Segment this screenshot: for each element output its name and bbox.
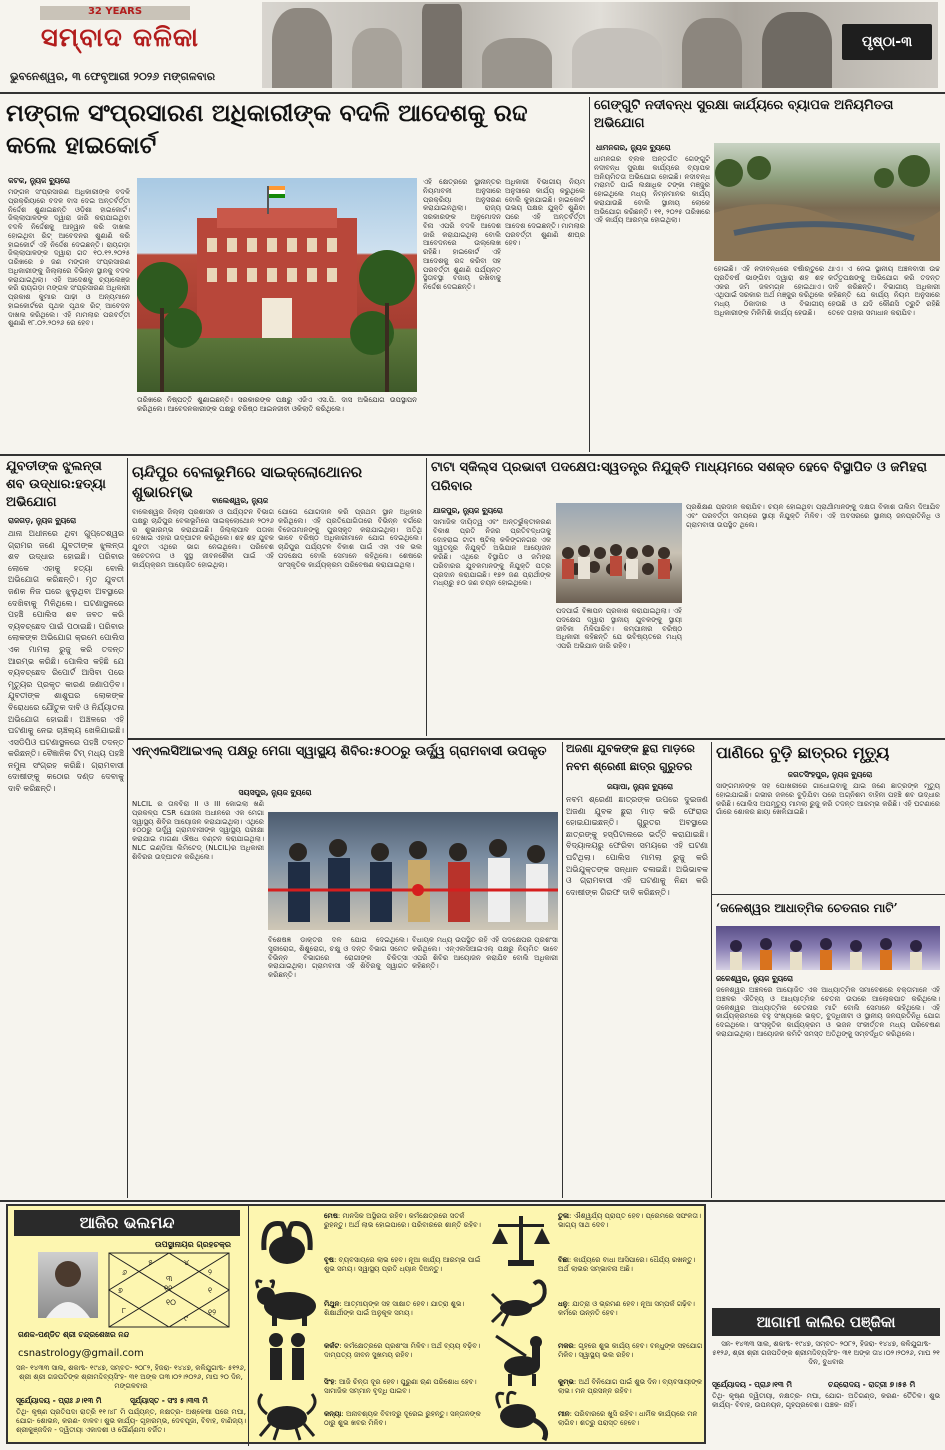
sagittarius-icon bbox=[486, 1326, 556, 1388]
tata-group-photo bbox=[556, 503, 682, 603]
aries-icon bbox=[252, 1210, 322, 1272]
story7-body: ନବମ ଶ୍ରେଣୀ ଛାତ୍ରଙ୍କ ଉପରେ ଦୁଇଜଣ ଅଜଣା ଯୁବକ ଛୁରା ମାଡ଼ କରି ଫେରାର ହୋଇଯାଇଛନ୍ତି। ଗୁରୁତର ଅବସ୍ଥାରେ ଛାତ୍ରଙ୍କୁ ହସ୍ପିଟାଲରେ ଭର୍ତ୍ତି କରାଯାଇଛି। ବିଦ୍ୟାଳୟରୁ ଫେରିବା ସମୟରେ ଏହି ଘଟଣା ଘଟିଥିଲା। ପୋଲିସ ମାମଲା ରୁଜୁ କରି ଅଭିଯୁକ୍ତଙ୍କ ସନ୍ଧାନ ଚଳାଇଛି। ଅଭିଭାବକ ଓ ଗ୍ରାମବାସୀ ଏହି ଘଟଣାକୁ ନିନ୍ଦା କରି ଦୋଷୀଙ୍କ ଗିରଫ ଦାବି କରିଛନ୍ତି। bbox=[566, 795, 708, 897]
story1-caption: ତାରିଖରେ ନିଷ୍ପତ୍ତି ଶୁଣାଇଛନ୍ତି। ସରକାରଙ୍କ ପକ୍ଷରୁ ଏଜିଏ ଏସ.ପି. ଦାସ ଅଭିଯୋଗ ଉପସ୍ଥାପନ କରିଥିଲେ। ଆବେଦନକାରୀଙ୍କ ପକ୍ଷରୁ ବରିଷ୍ଠ ଆଇନଜୀବୀ ଓକିଲାତି କରିଥିଲେ। bbox=[137, 396, 417, 413]
chart-cell: ୬ bbox=[122, 1268, 128, 1277]
panji-sunrise: ସୂର୍ଯ୍ୟୋଦୟ - ପ୍ରା୬।୧୩ ମି bbox=[712, 1380, 792, 1389]
sign-text: ଗୃହରେ ଶୁଭ କାର୍ଯ୍ୟ ହେବ। ବନ୍ଧୁଙ୍କ ସହଯୋଗ ମିଳିବ। ସ୍ୱାସ୍ଥ୍ୟ ଭଲ ରହିବ। bbox=[558, 1342, 703, 1359]
chart-cell: ୮ bbox=[122, 1306, 127, 1315]
embankment-photo bbox=[714, 143, 940, 261]
horoscope-chart bbox=[108, 1252, 230, 1328]
sign-text: କର୍ମକ୍ଷେତ୍ରରେ ପ୍ରଶଂସା ମିଳିବ। ଅର୍ଥ ବ୍ୟୟ ବଢ଼ିବ। ଦାମ୍ପତ୍ୟ ଜୀବନ ସୁଖମୟ ରହିବ। bbox=[324, 1342, 481, 1359]
sign-gemini: ମିଥୁନ: ଆତ୍ମୀୟଙ୍କ ସହ ସାକ୍ଷାତ ହେବ। ଯାତ୍ରା ଶୁଭ। ଶିକ୍ଷାର୍ଥୀଙ୍କ ପାଇଁ ଅନୁକୂଳ ସମୟ। bbox=[324, 1300, 465, 1317]
chart-cell: ୧୦ bbox=[166, 1298, 176, 1307]
sign-text: ଆତ୍ମୀୟଙ୍କ ସହ ସାକ୍ଷାତ ହେବ। ଯାତ୍ରା ଶୁଭ। ଶିକ୍ଷାର୍ଥୀଙ୍କ ପାଇଁ ଅନୁକୂଳ ସମୟ। bbox=[324, 1300, 465, 1317]
chart-cell: ୧ bbox=[208, 1286, 213, 1295]
story4-headline: ଚାନ୍ଦିପୁର ବେଳାଭୂମିରେ ସାଇକ୍ଲୋଥୋନର ଶୁଭାରମ୍ଭ bbox=[132, 463, 363, 501]
libra-icon bbox=[486, 1210, 556, 1272]
sign-name: ମିଥୁନ bbox=[324, 1300, 340, 1308]
chart-cell: ୨ bbox=[208, 1268, 212, 1277]
sign-name: ତୁଳା bbox=[558, 1212, 569, 1220]
sign-name: ବିଛା bbox=[558, 1256, 569, 1264]
story7-byline: ଜୟାପା, ନ୍ୟୁଜ ବ୍ୟୁରୋ bbox=[606, 782, 674, 791]
sign-taurus: ବୃଷ: ବ୍ୟବସାୟରେ ଲାଭ ହେବ। ନୂଆ କାର୍ଯ୍ୟ ଆରମ୍ଭ ପାଇଁ ଶୁଭ ସମୟ। ସ୍ୱାସ୍ଥ୍ୟ ପ୍ରତି ଧ୍ୟାନ ଦିଅନ୍ତୁ। bbox=[324, 1256, 481, 1273]
story6-byline: ସୟସପୁର, ନ୍ୟୁଜ ବ୍ୟୁରୋ bbox=[238, 788, 312, 797]
high-court-photo bbox=[137, 178, 417, 392]
story2-byline: ଧାମନଗର, ନ୍ୟୁଜ ବ୍ୟୁରୋ bbox=[596, 143, 671, 152]
sign-aries: ମେଷ: ମାନସିକ ଅସ୍ଥିରତା ରହିବ। କର୍ମକ୍ଷେତ୍ରରେ ସତର୍କ ରୁହନ୍ତୁ। ଅର୍ଥ ଲାଭ ହୋଇପାରେ। ପରିବାରରେ ଶାନ୍ତି ରହିବ। bbox=[324, 1212, 481, 1229]
story6-col3: ବିଧାୟକ ମଧ୍ୟ ଉପସ୍ଥିତ ରହି ଏହି ପଦକ୍ଷେପର ପ୍ରଶଂସା କରିଥିଲେ। ଏନ୍‌ଏଲସିଆଇଏଲ୍ ପକ୍ଷରୁ ନିୟମିତ ଭାବେ ଏପରି ଶିବିର ଆୟୋଜନ କରାଯିବ ବୋଲି ଅଧିକାରୀ କହିଛନ୍ତି। bbox=[412, 936, 558, 971]
sign-aquarius: କୁମ୍ଭ: ଅର୍ଥ ବିନିଯୋଗ ପାଇଁ ଶୁଭ ଦିନ। ବ୍ୟବସାୟୀଙ୍କ ଲାଭ। ମନ ପ୍ରସନ୍ନ ରହିବ। bbox=[558, 1378, 703, 1395]
scorpio-icon bbox=[486, 1268, 556, 1330]
story4-col2: ଯୋଗେ ଯୋଗଦାନ କରି ପ୍ରଥମ ସ୍ଥାନ ଅଧିକାର କରିଥିଲେ। ଏହି ପ୍ରତିଯୋଗିତାରେ ବିଭିନ୍ନ ବର୍ଗରେ ବିଜେତାମାନଙ୍କୁ ପୁରସ୍କୃତ କରାଯାଇଥିଲା। ଅତିଥି ଭାବେ ବରିଷ୍ଠ ଅଧିକାରୀମାନେ ଯୋଗ ଦେଇଥିଲେ। ଚାନ୍ଦିପୁର ପର୍ଯ୍ୟଟନ ବିକାଶ ପାଇଁ ଏହା ଏକ ଭଲ ପଦକ୍ଷେପ ବୋଲି ସେମାନେ କହିଥିଲେ। ଶେଷରେ ସାଂସ୍କୃତିକ କାର୍ଯ୍ୟକ୍ରମ ପରିବେଷଣ କରାଯାଇଥିଲା। bbox=[278, 508, 422, 569]
story6-col1: NLCIL ର ତାଳବିରା II ଓ III କୋଇଲା ଖଣି ପ୍ରକଳ୍ପ CSR ଯୋଜନା ଅଧୀନରେ ଏକ ମେଗା ସ୍ୱାସ୍ଥ୍ୟ ଶିବିର ଆୟୋଜନ କରାଯାଇଥିଲା। ଏଥିରେ ୫୦୦ରୁ ଊର୍ଦ୍ଧ୍ୱ ଗ୍ରାମବାସୀଙ୍କ ସ୍ୱାସ୍ଥ୍ୟ ପରୀକ୍ଷା କରାଯାଇ ମାଗଣା ଔଷଧ ବଣ୍ଟନ କରାଯାଇଥିଲା। NLC ଇଣ୍ଡିଆ ଲିମିଟେଡ୍ (NLCIL)ର ଅଧିକାରୀ ଶିବିରର ଉଦ୍‌ଘାଟନ କରିଥିଲେ। bbox=[132, 800, 264, 861]
chart-cell: ୭ bbox=[118, 1286, 123, 1295]
cancer-icon bbox=[252, 1384, 322, 1446]
sign-text: ଅର୍ଥ ବିନିଯୋଗ ପାଇଁ ଶୁଭ ଦିନ। ବ୍ୟବସାୟୀଙ୍କ ଲାଭ। ମନ ପ୍ରସନ୍ନ ରହିବ। bbox=[558, 1378, 703, 1395]
today-sunset: ସୂର୍ଯ୍ୟାସ୍ତ - ସଂଃ ୫।୩୩ ମି bbox=[130, 1396, 208, 1405]
panji-moonrise: ଚନ୍ଦ୍ରୋଦୟ - ରାତ୍ରୀ ୭।୫୫ ମି bbox=[828, 1380, 916, 1389]
group-illustration bbox=[556, 503, 682, 603]
sign-name: ମୀନ bbox=[558, 1410, 570, 1418]
sign-name: ମେଷ bbox=[324, 1212, 338, 1220]
sign-libra: ତୁଳା: ଐଶ୍ୱର୍ଯ୍ୟ ପ୍ରାପ୍ତ ହେବ। ପ୍ରେମରେ ସଫଳତା। ଭାଗ୍ୟ ସାଥ ଦେବ। bbox=[558, 1212, 702, 1229]
sign-text: ଅନାବଶ୍ୟକ ବିବାଦରୁ ଦୂରେଇ ରୁହନ୍ତୁ। ସନ୍ତାନଙ୍କ ଠାରୁ ଶୁଭ ଖବର ମିଳିବ। bbox=[324, 1410, 481, 1427]
health-camp-photo bbox=[268, 812, 558, 930]
jaleswar-event-photo bbox=[716, 926, 940, 970]
story1-col4: ଅଧିକାରୀ ବିଭାଗୀୟ ନିୟମ ଅନୁସାରେ କାର୍ଯ୍ୟ କରୁଥିଲେ ବୋଲି କୁହାଯାଇଛି। ହାଇକୋର୍ଟ ଉଭୟ ପକ୍ଷର ଯୁକ୍ତି ଶୁଣିବା ପରେ ଏହି ଅନ୍ତର୍ବର୍ତ୍ତୀ ଆଦେଶ ଦେଇଛନ୍ତି। ମାମଲାର ପରବର୍ତ୍ତୀ ଶୁଣାଣି ଶୀଘ୍ର ହେବ। bbox=[505, 178, 585, 248]
story5-col2: ପଦପାଇଁ ବିଜ୍ଞାପନ ପ୍ରକାଶ କରାଯାଇଥିଲା। ଏହି ପଦକ୍ଷେପ ଦ୍ୱାରା ସ୍ଥାନୀୟ ଯୁବକଙ୍କୁ ସ୍ଥାୟୀ ଜୀବିକା ମିଳିପାରିବ। କମ୍ପାନୀର ବରିଷ୍ଠ ଅଧିକାରୀ କହିଛନ୍ତି ଯେ ଭବିଷ୍ୟତରେ ମଧ୍ୟ ଏପରି ଅଭିଯାନ ଜାରି ରହିବ। bbox=[556, 607, 682, 650]
court-building-illustration bbox=[137, 178, 417, 392]
horoscope-box bbox=[6, 1204, 706, 1444]
sign-text: ପରିବାରରେ ଖୁସି ରହିବ। ଧାର୍ମିକ କାର୍ଯ୍ୟରେ ମନ ଲାଗିବ। ଶତ୍ରୁ ପରାସ୍ତ ହେବେ। bbox=[558, 1410, 698, 1427]
masthead bbox=[0, 0, 945, 92]
chart-cell: ୯ bbox=[184, 1314, 188, 1323]
taurus-icon bbox=[252, 1268, 322, 1330]
today-panji-text: ସନ- ୧୪୩୩ ସାଲ, ଶକାବ୍ଦ- ୧୯୪୭, ସମ୍ବତ- ୨୦୮୨, ହିଜରା- ୧୪୪୭, କଳିଯୁଗାବ୍ଦ- ୫୧୨୬, ଶ୍ରୀ ଶ୍ରୀ ଗଜପତିଙ୍କ ଶ୍ରୀମଦ୍ଦିବ୍ୟସିଂହ- ୩୧ ଅଙ୍କ ତା୩।୦୨।୨୦୨୬, ମାଘ ୨୦ ଦିନ, ମଙ୍ଗଳବାର bbox=[16, 1364, 246, 1390]
panji-text: ସନ- ୧୪୩୩ ସାଲ, ଶକାବ୍ଦ- ୧୯୪୭, ସମ୍ବତ- ୨୦୮୨, ହିଜରା- ୧୪୪୭, କଳିଯୁଗାବ୍ଦ- ୫୧୨୬, ଶ୍ରୀ ଶ୍ରୀ ଗଜପତିଙ୍କ ଶ୍ରୀମଦ୍ଦିବ୍ୟସିଂହ- ୩୧ ଅଙ୍କ ତା୪।୦୨।୨୦୨୬, ମାଘ ୨୧ ଦିନ, ବୁଧବାର bbox=[712, 1340, 940, 1366]
story4-col1: ବାଲେଶ୍ୱର ଜିଲ୍ଲା ପ୍ରଶାସନ ଓ ପର୍ଯ୍ୟଟନ ବିଭାଗ ପକ୍ଷରୁ ଚାନ୍ଦିପୁର ବେଳାଭୂମିରେ ସାଇକ୍ଲୋଥୋନ ୨୦୨୬ ର ଶୁଭାରମ୍ଭ କରାଯାଇଛି। ଜିଲ୍ଲାପାଳ ପତାକା ଦେଖାଇ ଏହାର ଉଦ୍‌ଘାଟନ କରିଥିଲେ। ଶହ ଶହ ଯୁବକ ଯୁବତୀ ଏଥିରେ ଭାଗ ନେଇଥିଲେ। ପରିବେଶ ସଚେତନତା ଓ ସୁସ୍ଥ ଜୀବନଶୈଳୀ ପାଇଁ ଏହି କାର୍ଯ୍ୟକ୍ରମ ଆୟୋଜିତ ହୋଇଥିଲା। bbox=[132, 508, 274, 569]
story2-col2: ହୋଇଛି। ଏହି ନଦୀବନ୍ଧରେ ବର୍ଷାଋତୁରେ ପ୍ରତିବର୍ଷ ଭାଙ୍ଗିବା ଦ୍ୱାରା ଶହ ଶହ ଏକର ଜମି ଜଳମଗ୍ନ ହୋଇଥାଏ। ଏଥିପାଇଁ ସରକାର ଅର୍ଥ ମଞ୍ଜୁର କରିଥିଲେ ମଧ୍ୟ ଠିକାଦାର ଓ ବିଭାଗୀୟ ଅଧିକାରୀଙ୍କ ମିଳିମିଶି କାର୍ଯ୍ୟ ହେଉଛି। bbox=[714, 265, 824, 317]
sign-name: ମକର bbox=[558, 1342, 574, 1350]
astrologer-name: ଗଣକ-ପଣ୍ଡିତ ଶ୍ରୀ ଚନ୍ଦ୍ରଶେଖର ନନ୍ଦ bbox=[18, 1330, 130, 1339]
story3-byline: ରାଜଗଡ଼, ନ୍ୟୁଜ ବ୍ୟୁରୋ bbox=[8, 516, 77, 525]
story6-headline: ଏନ୍‌ଏଲସିଆଇଏଲ୍ ପକ୍ଷରୁ ମେଗା ସ୍ୱାସ୍ଥ୍ୟ ଶିବିର:୫୦୦ରୁ ଊର୍ଦ୍ଧ୍ୱ ଗ୍ରାମବାସୀ ଉପକୃତ bbox=[132, 744, 547, 759]
sign-sagittarius: ଧନୁ: ଯାତ୍ରା ଓ ଭ୍ରମଣ ହେବ। ନୂଆ ସମ୍ପର୍କ ଗଢ଼ିବ। କର୍ମରେ ଉନ୍ନତି ହେବ। bbox=[558, 1300, 695, 1317]
story9-byline: ଜଳେଶ୍ୱର, ନ୍ୟୁଜ ବ୍ୟୁରୋ bbox=[716, 974, 793, 983]
horoscope-title: ଆଜିର ଭଲମନ୍ଦ bbox=[14, 1210, 240, 1236]
sign-name: ଧନୁ bbox=[558, 1300, 568, 1308]
story5-headline: ଟାଟା ସ୍କିଲ୍ସ ପ୍ରଭାବୀ ପଦକ୍ଷେପ:ସ୍ୱତନ୍ତ୍ର ନିଯୁକ୍ତି ମାଧ୍ୟମରେ ସଶକ୍ତ ହେବେ ବିସ୍ଥାପିତ ଓ ଜମିହରା ପରିବାର bbox=[431, 460, 927, 494]
sign-name: ସିଂହ bbox=[324, 1378, 335, 1386]
sign-text: ଐଶ୍ୱର୍ଯ୍ୟ ପ୍ରାପ୍ତ ହେବ। ପ୍ରେମରେ ସଫଳତା। ଭାଗ୍ୟ ସାଥ ଦେବ। bbox=[558, 1212, 702, 1229]
sign-text: ଯାତ୍ରା ଓ ଭ୍ରମଣ ହେବ। ନୂଆ ସମ୍ପର୍କ ଗଢ଼ିବ। କର୍ମରେ ଉନ୍ନତି ହେବ। bbox=[558, 1300, 695, 1317]
sign-virgo: କନ୍ୟା: ଅନାବଶ୍ୟକ ବିବାଦରୁ ଦୂରେଇ ରୁହନ୍ତୁ। ସନ୍ତାନଙ୍କ ଠାରୁ ଶୁଭ ଖବର ମିଳିବ। bbox=[324, 1410, 481, 1427]
page-number-badge: ପୃଷ୍ଠା-୩ bbox=[842, 24, 932, 60]
panji-title: ଆଗାମୀ କାଲିର ପଞ୍ଜିକା bbox=[712, 1308, 940, 1336]
stage-illustration bbox=[716, 926, 940, 970]
story3-headline: ଯୁବତୀଙ୍କ ଝୁଲନ୍ତା ଶବ ଉଦ୍ଧାର:ହତ୍ୟା ଅଭିଯୋଗ bbox=[6, 459, 106, 510]
sign-name: କର୍କଟ bbox=[324, 1342, 340, 1350]
chart-cell: ୧୨ bbox=[208, 1308, 217, 1317]
today-panji-detail: ତିଥି- କୃଷ୍ଣ ପ୍ରତିପଦା ରାତ୍ରି ୧୧।୪୮ ମି ପର୍ଯ୍ୟନ୍ତ, ନକ୍ଷତ୍ର- ଅଶ୍ଳେଷା ପରେ ମଘା, ଯୋଗ- ଶୋଭନ, କରଣ- ବାଳବ। ଶୁଭ କାର୍ଯ୍ୟ- ଗୃହାରମ୍ଭ, ଦେବପୂଜା, ବିବାହ, ବାଣିଜ୍ୟ। ଶ୍ରୀକୁଞ୍ଜଦିନ - ଦ୍ୱିତୀୟା ଏକାଦଶୀ ଓ ପୌର୍ଣ୍ଣମୀ ବର୍ଜିତ। bbox=[16, 1408, 246, 1434]
sign-text: ଆଜି ଚିନ୍ତା ଦୂର ହେବ। ପୁରୁଣା ଋଣ ପରିଶୋଧ ହେବ। ସାମାଜିକ ସମ୍ମାନ ବୃଦ୍ଧି ପାଇବ। bbox=[324, 1378, 477, 1395]
dateline: ଭୁବନେଶ୍ୱର, ୩ ଫେବୃଆରୀ ୨୦୨୬ ମଙ୍ଗଳବାର bbox=[10, 70, 216, 83]
embankment-illustration bbox=[714, 143, 940, 261]
sign-scorpio: ବିଛା: କାର୍ଯ୍ୟରେ ବାଧା ଆସିପାରେ। ଧୈର୍ଯ୍ୟ ରଖନ୍ତୁ। ଅର୍ଥ ଲାଭର ସମ୍ଭାବନା ଅଛି। bbox=[558, 1256, 696, 1273]
story1-col3: ଏହି କ୍ଷେତ୍ରରେ ସ୍ଥାନାନ୍ତର ନିୟମାବଳୀ ଅନୁସାରେ ପ୍ରକ୍ରିୟା ଅନୁସରଣ କରାଯାଇନଥିଲା। ରାଜ୍ୟ ସରକାରଙ୍କ ଅନୁମୋଦନ ବିନା ଏପରି ବଦଳି ଆଦେଶ ଜାରି କରାଯାଇଥିଲା ବୋଲି ଆବେଦନରେ ଉଲ୍ଲେଖ ରହିଛି। ହାଇକୋର୍ଟ ଏହି ଆଦେଶକୁ ରଦ୍ଦ କରିବା ସହ ପରବର୍ତ୍ତୀ ଶୁଣାଣି ପର୍ଯ୍ୟନ୍ତ ସ୍ଥିତାବସ୍ଥା ବଜାୟ ରଖିବାକୁ ନିର୍ଦ୍ଦେଶ ଦେଇଛନ୍ତି। bbox=[423, 178, 501, 291]
story8-byline: ଜଗତସିଂହପୁର, ନ୍ୟୁଜ ବ୍ୟୁରୋ bbox=[787, 770, 873, 779]
story4-byline: ବାଲେଶ୍ୱର, ନ୍ୟୁଜ bbox=[211, 496, 269, 505]
sign-leo: ସିଂହ: ଆଜି ଚିନ୍ତା ଦୂର ହେବ। ପୁରୁଣା ଋଣ ପରିଶୋଧ ହେବ। ସାମାଜିକ ସମ୍ମାନ ବୃଦ୍ଧି ପାଇବ। bbox=[324, 1378, 477, 1395]
sign-capricorn: ମକର: ଗୃହରେ ଶୁଭ କାର୍ଯ୍ୟ ହେବ। ବନ୍ଧୁଙ୍କ ସହଯୋଗ ମିଳିବ। ସ୍ୱାସ୍ଥ୍ୟ ଭଲ ରହିବ। bbox=[558, 1342, 703, 1359]
story5-col1: ସାମାଜିକ ଦାୟିତ୍ୱ ଏବଂ ଅନ୍ତର୍ଭୁକ୍ତୀକରଣ ବିକାଶ ପ୍ରତି ନିଜର ପ୍ରତିବଦ୍ଧତାକୁ ଦୋହରାଇ ଟାଟା ଷ୍ଟିଲ୍ କଳିଙ୍ଗନଗର ଏକ ସ୍ୱତନ୍ତ୍ର ନିଯୁକ୍ତି ଅଭିଯାନ ଆୟୋଜନ କରିଛି। ଏଥିରେ ବିସ୍ଥାପିତ ଓ ଜମିହରା ପରିବାରର ଯୁବକମାନଙ୍କୁ ନିଯୁକ୍ତି ପତ୍ର ପ୍ରଦାନ କରାଯାଇଛି। ୧୭୨ ଜଣ ପ୍ରାର୍ଥୀଙ୍କ ମଧ୍ୟରୁ ୫୦ ଜଣ ଚୟନ ହୋଇଥିଲେ। bbox=[433, 518, 551, 588]
story1-col1: ମଙ୍ଗଳ ସଂପ୍ରସାରଣ ଅଧିକାରୀଙ୍କ ବଦଳି ପ୍ରକ୍ରିୟାରେ ବଦଳ ବାସ ଦେଇ ଅନ୍ତର୍ବର୍ତ୍ତୀ ନିର୍ଦ୍ଦେଶ ଶୁଣାଇଛନ୍ତି ଓଡ଼ିଶା ହାଇକୋର୍ଟ। ଜିଲ୍ଲାପାଳଙ୍କ ଦ୍ୱାରା ଜାରି କରାଯାଇଥିବା ବଦଳି ନିର୍ଦ୍ଦେଶକୁ ଆହ୍ୱାନ କରି ଦାଖଲ ହୋଇଥିବା ରିଟ୍ ଆବେଦନର ଶୁଣାଣି କରି ହାଇକୋର୍ଟ ଏହି ନିର୍ଦ୍ଦେଶ ଦେଇଛନ୍ତି। ରାୟଗଡ଼ା ଜିଲ୍ଲାପାଳଙ୍କ ଦ୍ୱାରା ଗତ ୧୦.୧୨.୨୦୨୫ ତାରିଖରେ ୭ ଜଣ ମଙ୍ଗଳ ସଂପ୍ରସାରଣ ଅଧିକାରୀଙ୍କୁ ଜିଲ୍ଲାରେ ବିଭିନ୍ନ ସ୍ଥାନକୁ ବଦଳ କରାଯାଇଥିଲା। ଏହି ଆଦେଶକୁ ଚ୍ୟାଲେଞ୍ଜ କରି ରାୟଗଡ଼ା ମଙ୍ଗଳ ସଂପ୍ରସାରଣ ଅଧିକାରୀ ପ୍ରକାଶ କୁମାର ପାଢ଼ୀ ଓ ଅନ୍ୟମାନେ ହାଇକୋର୍ଟରେ ପୃଥକ ପୃଥକ ରିଟ୍ ଆବେଦନ ଦାଖଲ କରିଥିଲେ। ଏହି ମାମଲାର ପରବର୍ତ୍ତୀ ଶୁଣାଣି ୧୮.୦୨.୨୦୨୬ ରେ ହେବ। bbox=[8, 188, 130, 328]
story9-headline: ‘ଜଳେଶ୍ୱର ଆଧାତ୍ମିକ ଚେତନାର ମାଟି’ bbox=[716, 901, 898, 915]
story8-headline: ପାଣିରେ ବୁଡ଼ି ଛାତ୍ରର ମୃତ୍ୟୁ bbox=[716, 743, 890, 762]
story1-headline: ମଙ୍ଗଳ ସଂପ୍ରସାରଣ ଅଧିକାରୀଙ୍କ ବଦଳି ଆଦେଶକୁ ରଦ୍ଦ କଲେ ହାଇକୋର୍ଟ bbox=[6, 98, 528, 159]
story2-col3: ଥାଏ। ଏ ନେଇ ସ୍ଥାନୀୟ ଅଞ୍ଚଳବାସୀ ଉଚ୍ଚ କର୍ତ୍ତୃପକ୍ଷଙ୍କୁ ଅଭିଯୋଗ କରି ତଦନ୍ତ ଦାବି କରିଛନ୍ତି। ବିଭାଗୀୟ ଅଧିକାରୀ କହିଛନ୍ତି ଯେ କାର୍ଯ୍ୟ ନିୟମ ଅନୁସାରେ ହେଉଛି ଓ ଯଦି କୌଣସି ତ୍ରୁଟି ରହିଛି ତେବେ ତାହାର ସମାଧାନ କରାଯିବ। bbox=[828, 265, 940, 317]
today-sunrise: ସୂର୍ଯ୍ୟୋଦୟ - ପ୍ରାଃ ୬।୧୩ ମି bbox=[16, 1396, 102, 1405]
sign-text: କାର୍ଯ୍ୟରେ ବାଧା ଆସିପାରେ। ଧୈର୍ଯ୍ୟ ରଖନ୍ତୁ। ଅର୍ଥ ଲାଭର ସମ୍ଭାବନା ଅଛି। bbox=[558, 1256, 696, 1273]
ribbon-cutting-illustration bbox=[268, 812, 558, 930]
sign-text: ବ୍ୟବସାୟରେ ଲାଭ ହେବ। ନୂଆ କାର୍ଯ୍ୟ ଆରମ୍ଭ ପାଇଁ ଶୁଭ ସମୟ। ସ୍ୱାସ୍ଥ୍ୟ ପ୍ରତି ଧ୍ୟାନ ଦିଅନ୍ତୁ। bbox=[324, 1256, 481, 1273]
story3-body: ଥାନା ଅଧୀନରେ ଥିବା ଗୁପ୍ତେଶ୍ୱର ଗ୍ରାମର ଜଣେ ଯୁବତୀଙ୍କ ଝୁଲନ୍ତା ଶବ ଉଦ୍ଧାର ହୋଇଛି। ପରିବାର ଲୋକେ ଏହାକୁ ହତ୍ୟା ବୋଲି ଅଭିଯୋଗ କରିଛନ୍ତି। ମୃତ ଯୁବତୀ ଜଣକ ନିଜ ଘରେ ଝୁଲୁଥିବା ଅବସ୍ଥାରେ ଦେଖିବାକୁ ମିଳିଥିଲେ। ଘଟଣାସ୍ଥଳରେ ପହଞ୍ଚି ପୋଲିସ ଶବ ଜବତ କରି ବ୍ୟବଚ୍ଛେଦ ପାଇଁ ପଠାଇଛି। ପରିବାର ଲୋକଙ୍କ ଅଭିଯୋଗ କ୍ରମେ ପୋଲିସ ଏକ ମାମଲା ରୁଜୁ କରି ତଦନ୍ତ ଆରମ୍ଭ କରିଛି। ପୋଲିସ କହିଛି ଯେ ବ୍ୟବଚ୍ଛେଦ ରିପୋର୍ଟ ଆସିବା ପରେ ମୃତ୍ୟୁର ପ୍ରକୃତ କାରଣ ଜଣାପଡ଼ିବ। ଯୁବତୀଙ୍କ ଶାଶୁଘର ଲୋକଙ୍କ ବିରୋଧରେ ଯୌତୁକ ଦାବି ଓ ନିର୍ଯ୍ୟାତନା ଅଭିଯୋଗ ହୋଇଛି। ଅଞ୍ଚଳରେ ଏହି ଘଟଣାକୁ ନେଇ ଚାଞ୍ଚଲ୍ୟ ଖେଳିଯାଇଛି। ଏସଡିପିଓ ଘଟଣାସ୍ଥଳରେ ପହଞ୍ଚି ତଦନ୍ତ କରିଛନ୍ତି। ବୈଜ୍ଞାନିକ ଟିମ୍ ମଧ୍ୟ ପହଞ୍ଚି ନମୁନା ସଂଗ୍ରହ କରିଛି। ଗ୍ରାମବାସୀ ଦୋଷୀଙ୍କୁ କଠୋର ଦଣ୍ଡ ଦେବାକୁ ଦାବି କରିଛନ୍ତି। bbox=[8, 529, 124, 794]
chart-cell: ୧୧ bbox=[164, 1284, 173, 1293]
story9-body: ଜଳେଶ୍ୱର ଅଞ୍ଚଳରେ ଆୟୋଜିତ ଏକ ଆଧ୍ୟାତ୍ମିକ ସମାବେଶରେ ବକ୍ତାମାନେ ଏହି ଅଞ୍ଚଳର ଐତିହ୍ୟ ଓ ଆଧ୍ୟାତ୍ମିକ ଚେତନା ଉପରେ ଆଲୋକପାତ କରିଥିଲେ। ଜଳେଶ୍ୱର ଆଧ୍ୟାତ୍ମିକ ଚେତନାର ମାଟି ବୋଲି ସେମାନେ କହିଥିଲେ। ଏହି କାର୍ଯ୍ୟକ୍ରମରେ ବହୁ ସଂଖ୍ୟାରେ ଭକ୍ତ, ବୁଦ୍ଧିଜୀବୀ ଓ ସ୍ଥାନୀୟ ଜନପ୍ରତିନିଧି ଯୋଗ ଦେଇଥିଲେ। ସାଂସ୍କୃତିକ କାର୍ଯ୍ୟକ୍ରମ ଓ ଭଜନ ସଂକୀର୍ତ୍ତନ ମଧ୍ୟ ପରିବେଷଣ କରାଯାଇଥିଲା। ଆୟୋଜକ କମିଟି ସମସ୍ତ ଅତିଥିଙ୍କୁ ସମ୍ବର୍ଦ୍ଧିତ କରିଥିଲେ। bbox=[716, 986, 940, 1038]
panji-detail: ତିଥି- କୃଷ୍ଣ ଦ୍ୱିତୀୟା, ନକ୍ଷତ୍ର- ମଘା, ଯୋଗ- ଅତିଗଣ୍ଡ, କରଣ- ତୈତିଳ। ଶୁଭ କାର୍ଯ୍ୟ- ବିବାହ, ଉପନୟନ, ଗୃହପ୍ରବେଶ। ପଞ୍ଚକ- ନାହିଁ। bbox=[712, 1392, 940, 1409]
sign-cancer: କର୍କଟ: କର୍ମକ୍ଷେତ୍ରରେ ପ୍ରଶଂସା ମିଳିବ। ଅର୍ଥ ବ୍ୟୟ ବଢ଼ିବ। ଦାମ୍ପତ୍ୟ ଜୀବନ ସୁଖମୟ ରହିବ। bbox=[324, 1342, 481, 1359]
chart-cell: ୪ bbox=[184, 1258, 190, 1267]
astrologer-photo bbox=[38, 1252, 98, 1318]
gemini-icon bbox=[252, 1326, 322, 1388]
sign-name: କନ୍ୟା bbox=[324, 1410, 342, 1418]
sign-pisces: ମୀନ: ପରିବାରରେ ଖୁସି ରହିବ। ଧାର୍ମିକ କାର୍ଯ୍ୟରେ ମନ ଲାଗିବ। ଶତ୍ରୁ ପରାସ୍ତ ହେବେ। bbox=[558, 1410, 698, 1427]
chart-cell: ୫ bbox=[148, 1258, 153, 1267]
story7-headline-line2: ନବମ ଶ୍ରେଣୀ ଛାତ୍ର ଗୁରୁତର bbox=[566, 760, 693, 773]
story1-byline: କଟକ, ନ୍ୟୁଜ ବ୍ୟୁରୋ bbox=[8, 176, 70, 185]
sign-text: ମାନସିକ ଅସ୍ଥିରତା ରହିବ। କର୍ମକ୍ଷେତ୍ରରେ ସତର୍କ ରୁହନ୍ତୁ। ଅର୍ଥ ଲାଭ ହୋଇପାରେ। ପରିବାରରେ ଶାନ୍ତି ରହିବ। bbox=[324, 1212, 481, 1229]
story8-body: ସାଙ୍ଗମାନଙ୍କ ସହ ପୋଖରୀରେ ଗାଧୋଇବାକୁ ଯାଇ ଜଣେ ଛାତ୍ରଙ୍କ ମୃତ୍ୟୁ ହୋଇଯାଇଛି। ଗଭୀର ଜଳରେ ବୁଡ଼ିଯିବା ପରେ ଅଗ୍ନିଶମ ବାହିନୀ ପହଞ୍ଚି ଶବ ଉଦ୍ଧାର କରିଛି। ପୋଲିସ ଅପମୃତ୍ୟୁ ମାମଲା ରୁଜୁ କରି ତଦନ୍ତ ଆରମ୍ଭ କରିଛି। ଏହି ଘଟଣାରେ ଗାଁରେ ଶୋକର ଛାୟା ଖେଳିଯାଇଛି। bbox=[716, 782, 940, 817]
sign-name: ବୃଷ bbox=[324, 1256, 334, 1264]
years-badge: 32 YEARS bbox=[40, 6, 190, 20]
story5-byline: ଯାଜପୁର, ନ୍ୟୁଜ ବ୍ୟୁରୋ bbox=[433, 506, 503, 515]
astrologer-email: csnastrology@gmail.com bbox=[18, 1348, 144, 1359]
story6-col2: ବିଶେଷଜ୍ଞ ଡାକ୍ତର ଦଳ ଯୋଗ ଦେଇଥିଲେ। ସ୍ତ୍ରୀରୋଗ, ଶିଶୁରୋଗ, ଚକ୍ଷୁ ଓ ଦନ୍ତ ବିଭାଗ ସମେତ ବିଭିନ୍ନ ବିଭାଗରେ ରୋଗୀଙ୍କ ଚିକିତ୍ସା କରାଯାଇଥିଲା। ଗ୍ରାମବାସୀ ଏହି ଶିବିରକୁ ସ୍ୱାଗତ କରିଛନ୍ତି। bbox=[268, 936, 408, 979]
story5-col3: ପ୍ରଶିକ୍ଷଣ ପ୍ରଦାନ କରାଯିବ। ଚୟନ ହୋଇଥିବା ପ୍ରାର୍ଥୀମାନଙ୍କୁ ଦକ୍ଷତା ବିକାଶ ତାଲିମ ଦିଆଯିବ ଏବଂ ପରବର୍ତ୍ତୀ ସମୟରେ ସ୍ଥାୟୀ ନିଯୁକ୍ତି ମିଳିବ। ଏହି ଅବସରରେ ସ୍ଥାନୀୟ ଜନପ୍ରତିନିଧି ଓ ଗ୍ରାମବାସୀ ଉପସ୍ଥିତ ଥିଲେ। bbox=[686, 503, 940, 529]
story7-headline-line1: ଅଜଣା ଯୁବକଙ୍କ ଛୁରା ମାଡ଼ରେ bbox=[566, 742, 695, 755]
sign-name: କୁମ୍ଭ bbox=[558, 1378, 574, 1386]
person-icon bbox=[38, 1252, 98, 1318]
horoscope-subtitle: ଉପସ୍ଥାନାୟର ଗ୍ରହଚକ୍ର bbox=[155, 1240, 231, 1249]
chart-cell: ୩ bbox=[166, 1274, 173, 1283]
masthead-banner-image bbox=[262, 2, 938, 88]
story2-headline: ଗେଙ୍ଗୁଟି ନଦୀବନ୍ଧ ସୁରକ୍ଷା କାର୍ଯ୍ୟରେ ବ୍ୟାପକ ଅନିୟମିତତା ଅଭିଯୋଗ bbox=[594, 98, 894, 131]
capricorn-icon bbox=[486, 1384, 556, 1446]
story2-col1: ଧାମନଗର ବ୍ଲକ ଅନ୍ତର୍ଗତ ଗେଙ୍ଗୁଟି ନଦୀବନ୍ଧ ସୁରକ୍ଷା କାର୍ଯ୍ୟରେ ବ୍ୟାପକ ଅନିୟମିତତା ଅଭିଯୋଗ ହୋଇଛି। ନଦୀବନ୍ଧ ମରାମତି ପାଇଁ ଲକ୍ଷାଧିକ ଟଙ୍କା ମଞ୍ଜୁର ହୋଇଥିଲେ ମଧ୍ୟ ନିମ୍ନମାନର କାର୍ଯ୍ୟ କରାଯାଉଛି ବୋଲି ସ୍ଥାନୀୟ ଲୋକେ ଅଭିଯୋଗ କରିଛନ୍ତି। ୧୧, ୨୦୨୫ ତାରିଖରେ ଏହି କାର୍ଯ୍ୟ ଆରମ୍ଭ ହୋଇଥିଲା। bbox=[594, 155, 710, 225]
newspaper-logo: ସମ୍ବାଦ କଳିକା bbox=[40, 23, 200, 53]
